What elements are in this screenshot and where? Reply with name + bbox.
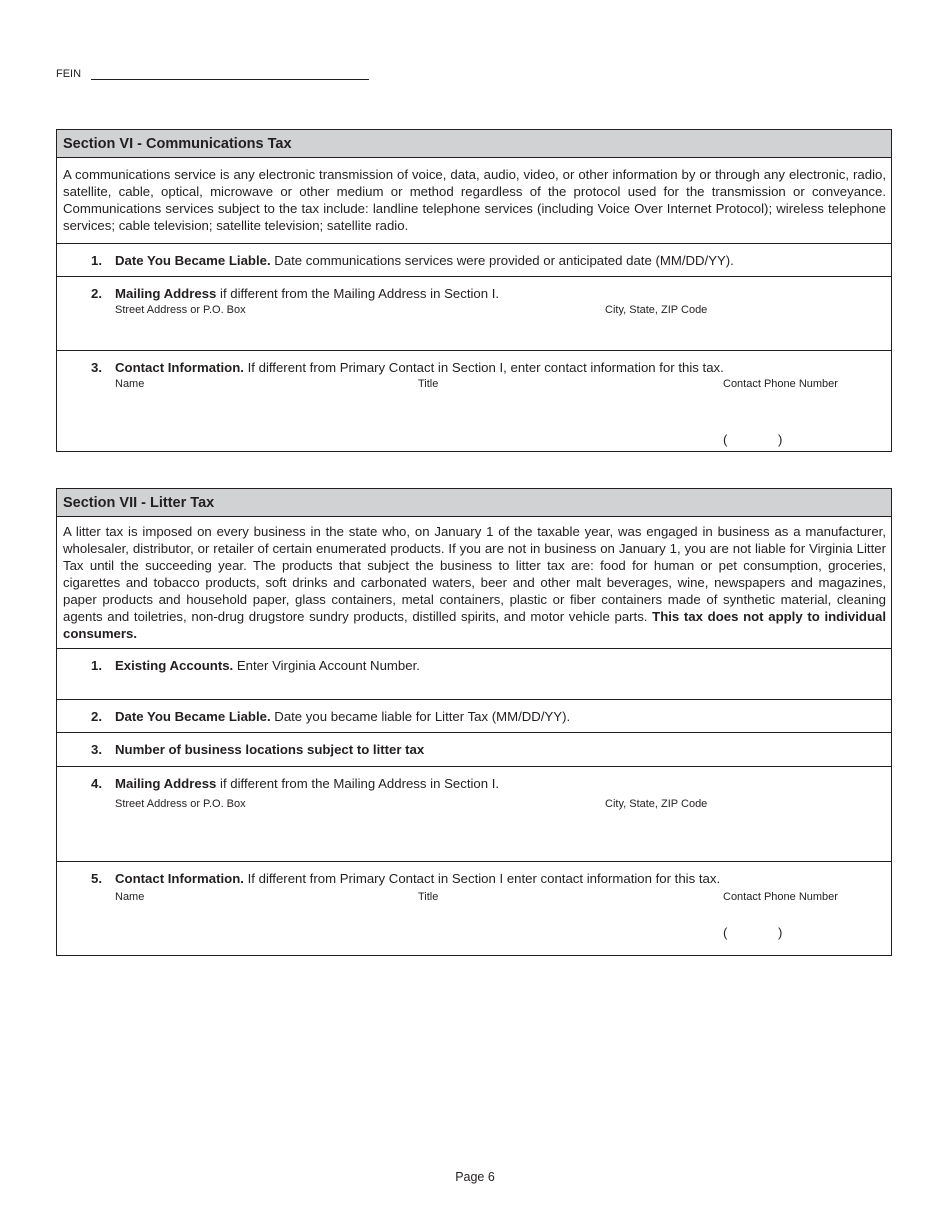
item-label: Date You Became Liable. Date communications services were provided or anticipated date (MM/DD/YY). (115, 253, 734, 268)
city-state-zip-label: City, State, ZIP Code (605, 304, 708, 316)
field-mailing-address[interactable] (57, 277, 891, 351)
contact-phone-label: Contact Phone Number (723, 891, 838, 903)
item-number: 1. (91, 253, 102, 268)
item-number: 3. (91, 742, 102, 757)
street-address-label: Street Address or P.O. Box (115, 798, 246, 810)
field-existing-accounts[interactable] (57, 649, 891, 700)
title-label: Title (418, 378, 439, 390)
item-number: 5. (91, 871, 102, 886)
item-number: 1. (91, 658, 102, 673)
phone-close-paren: ) (778, 925, 783, 940)
field-date-liable[interactable] (57, 244, 891, 277)
section-communications-tax (56, 129, 892, 452)
phone-open-paren: ( (723, 432, 728, 447)
item-label: Date You Became Liable. Date you became liable for Litter Tax (MM/DD/YY). (115, 709, 571, 724)
field-number-of-locations[interactable] (57, 733, 891, 767)
item-label: Existing Accounts. Enter Virginia Account Number. (115, 658, 420, 673)
field-contact-information[interactable] (57, 351, 891, 451)
section-description: A communications service is any electronic transmission of voice, data, audio, video, or other information by or through any electronic, radio, satellite, cable, optical, microwave or other medium or method regardless of the protocol used for the transmission or conveyance. Communications services subject to the tax include: landline telephone services (including Voice Over Internet Protocol); wireless telephone services; cable television; satellite television; satellite radio. (57, 158, 891, 244)
section-description: A litter tax is imposed on every business in the state who, on January 1 of the taxable year, was engaged in business as a manufacturer, wholesaler, distributor, or retailer of certain enumerated products. If you are not in business on January 1, you are not liable for Virginia Litter Tax until the succeeding year. The products that subject the business to litter tax are: food for human or pet consumption, groceries, cigarettes and tobacco products, soft drinks and carbonated waters, beer and other malt beverages, wine, newspapers and magazines, paper products and household paper, glass containers, metal containers, plastic or fiber containers made of synthetic material, cleaning agents and toiletries, non-drug drugstore sundry products, distilled spirits, and motor vehicle parts. This tax does not apply to individual consumers. (57, 517, 891, 649)
contact-phone-label: Contact Phone Number (723, 378, 838, 390)
section-litter-tax (56, 488, 892, 956)
city-state-zip-label: City, State, ZIP Code (605, 798, 708, 810)
item-number: 2. (91, 286, 102, 301)
page-number: Page 6 (455, 1170, 495, 1184)
field-date-liable[interactable] (57, 700, 891, 733)
phone-close-paren: ) (778, 432, 783, 447)
name-label: Name (115, 891, 145, 903)
item-label: Number of business locations subject to litter tax (115, 742, 425, 757)
section-title: Section VI - Communications Tax (57, 130, 891, 158)
fein-label: FEIN (56, 68, 82, 80)
item-number: 2. (91, 709, 102, 724)
title-label: Title (418, 891, 439, 903)
item-label: Contact Information. If different from Primary Contact in Section I, enter contact information for this tax. (115, 360, 724, 375)
name-label: Name (115, 378, 145, 390)
item-label: Mailing Address if different from the Mailing Address in Section I. (115, 776, 500, 791)
fein-input-line[interactable] (91, 79, 369, 80)
phone-open-paren: ( (723, 925, 728, 940)
item-label: Mailing Address if different from the Mailing Address in Section I. (115, 286, 500, 301)
field-mailing-address[interactable] (57, 767, 891, 862)
section-title: Section VII - Litter Tax (57, 489, 891, 517)
item-number: 3. (91, 360, 102, 375)
street-address-label: Street Address or P.O. Box (115, 304, 246, 316)
field-contact-information[interactable] (57, 862, 891, 956)
item-number: 4. (91, 776, 102, 791)
item-label: Contact Information. If different from Primary Contact in Section I enter contact information for this tax. (115, 871, 721, 886)
